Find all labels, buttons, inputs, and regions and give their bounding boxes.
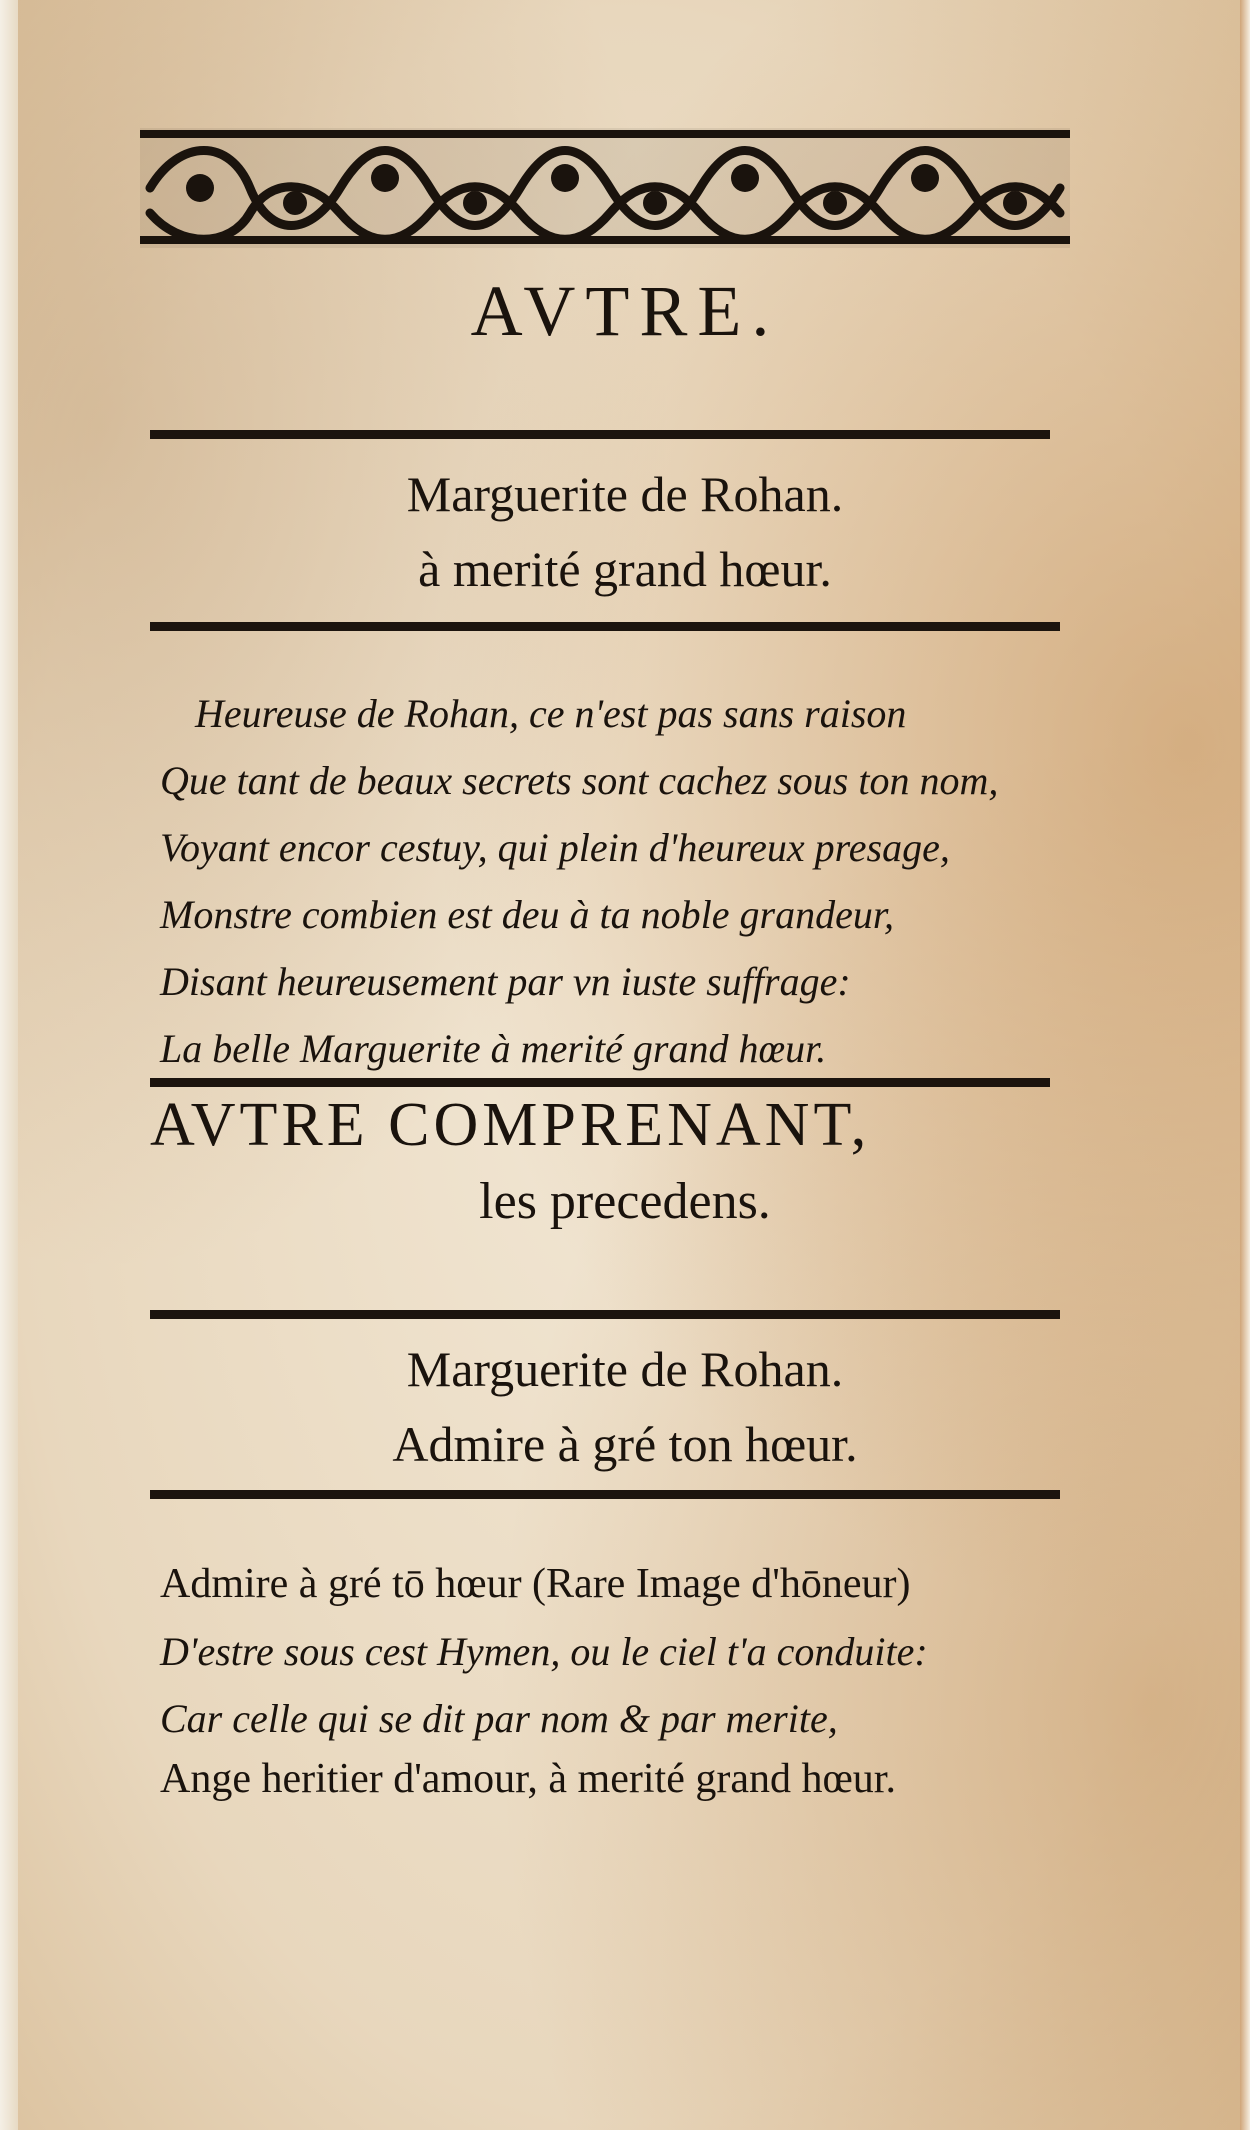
anagram-line: Admire à gré ton hœur. xyxy=(392,1416,858,1472)
verse-line: Disant heureusement par vn iuste suffrage: xyxy=(160,959,851,1004)
divider-rule xyxy=(150,430,1050,439)
anagram-line: Marguerite de Rohan. xyxy=(406,466,844,522)
divider-rule xyxy=(150,622,1060,631)
verse-line: D'estre sous cest Hymen, ou le ciel t'a conduite: xyxy=(160,1629,928,1674)
verse-line: Monstre combien est deu à ta noble grandeur, xyxy=(160,892,894,937)
page-title: AVTRE. xyxy=(470,271,780,351)
verse-line: La belle Marguerite à merité grand hœur. xyxy=(160,1026,827,1071)
divider-rule xyxy=(150,1490,1060,1499)
verse-line: Que tant de beaux secrets sont cachez sous ton nom, xyxy=(160,758,999,803)
verse-line: Voyant encor cestuy, qui plein d'heureux presage, xyxy=(160,825,950,870)
divider-rule xyxy=(150,1078,1050,1087)
anagram-line: Marguerite de Rohan. xyxy=(406,1341,844,1397)
section-subheading: les precedens. xyxy=(479,1173,771,1230)
section-heading: AVTRE COMPRENANT, xyxy=(150,1091,871,1159)
verse-line: Heureuse de Rohan, ce n'est pas sans raison xyxy=(195,691,907,736)
verse-line: Admire à gré tō hœur (Rare Image d'hōneur) xyxy=(160,1561,911,1607)
divider-rule xyxy=(150,1310,1060,1319)
anagram-line: à merité grand hœur. xyxy=(418,541,832,597)
ornamental-headpiece-icon xyxy=(140,118,1070,258)
verse-line: Ange heritier d'amour, à merité grand hœur. xyxy=(160,1756,896,1802)
verse-line: Car celle qui se dit par nom & par merite, xyxy=(160,1696,838,1741)
